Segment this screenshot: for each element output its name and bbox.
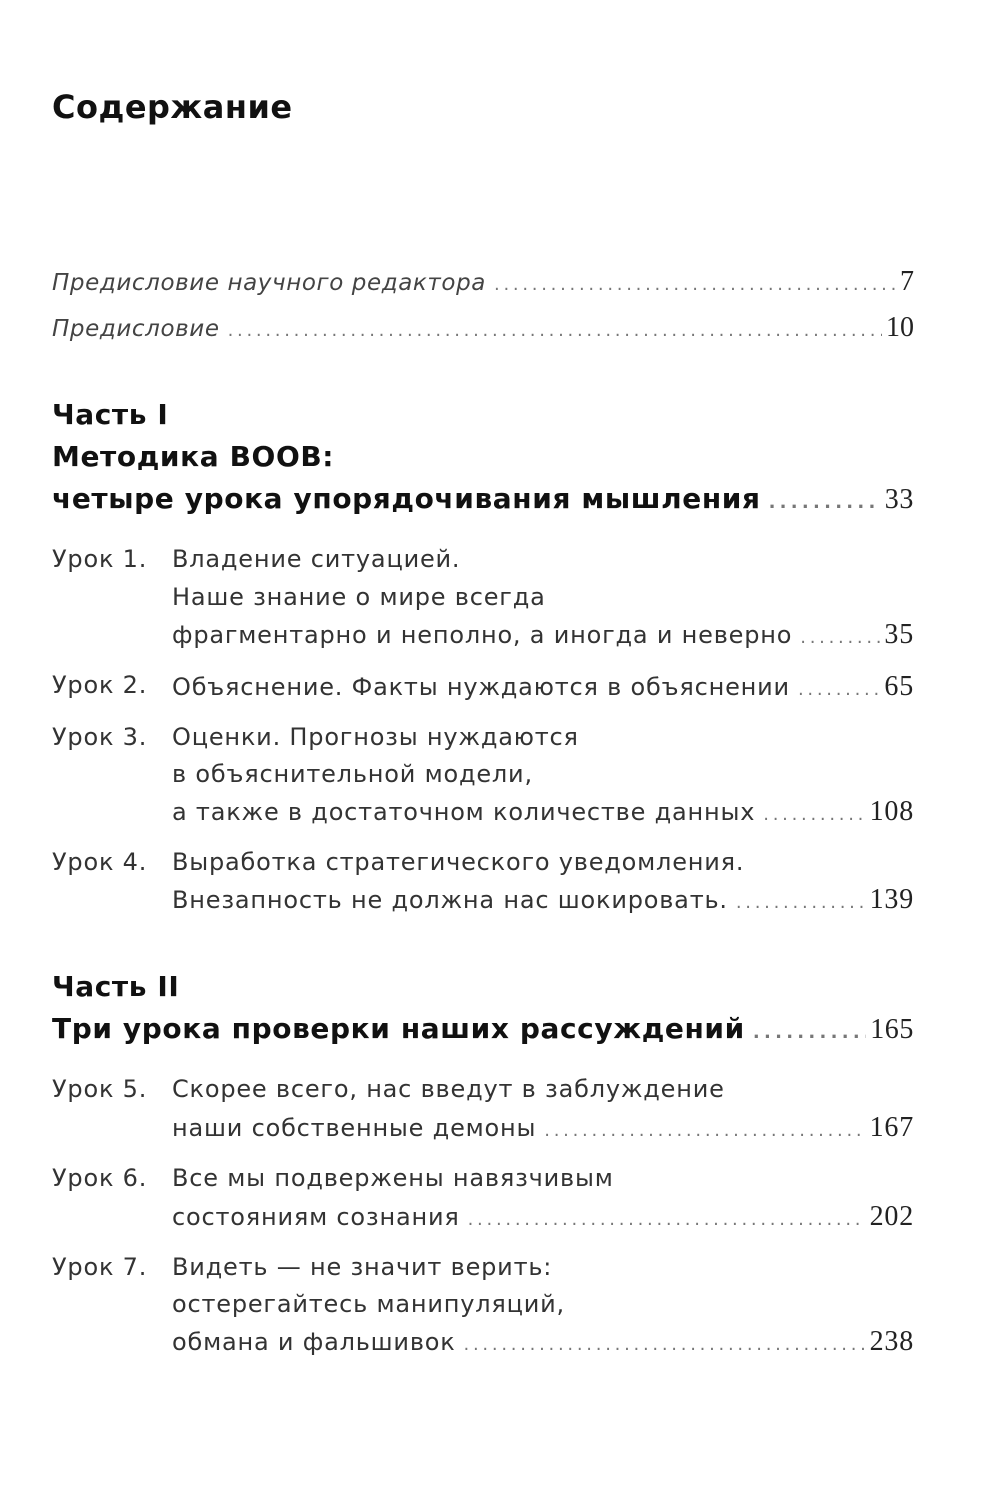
lesson-text-line: состояниям сознания	[172, 1203, 460, 1231]
lesson-text-line: остерегайтесь манипуляций,	[172, 1290, 565, 1318]
lesson-text-line: а также в достаточном количестве данных	[172, 798, 756, 826]
lesson-number: Урок 7.	[52, 1253, 148, 1281]
lesson-number: Урок 4.	[52, 848, 148, 876]
part1-subtitle: Методика ВООВ:	[52, 440, 335, 473]
toc-page-number: 65	[884, 671, 914, 702]
lesson-number: Урок 2.	[52, 671, 148, 699]
toc-entry-editor-preface[interactable]	[52, 266, 914, 298]
toc-entry-lesson-2[interactable]	[172, 671, 914, 703]
part1-subtitle2: четыре урока упорядочивания мышления	[52, 482, 761, 515]
toc-entry-preface[interactable]	[52, 312, 914, 344]
lesson-number: Урок 3.	[52, 723, 148, 751]
toc-page-number: 35	[884, 619, 914, 650]
toc-entry-part1[interactable]	[52, 482, 914, 516]
lesson-text-line: Скорее всего, нас введут в заблуждение	[172, 1075, 725, 1103]
dot-leader	[468, 1203, 866, 1231]
toc-page-number: 108	[869, 796, 914, 827]
part2-subtitle: Три урока проверки наших рассуждений	[52, 1012, 745, 1045]
lesson-text-line: в объяснительной модели,	[172, 760, 533, 788]
toc-entry-lesson-6[interactable]	[172, 1201, 914, 1233]
lesson-text-line: наши собственные демоны	[172, 1114, 537, 1142]
toc-page-number: 165	[870, 1014, 914, 1045]
toc-page-number: 238	[869, 1326, 914, 1357]
toc-entry-lesson-7[interactable]	[172, 1326, 914, 1358]
toc-entry-lesson-4[interactable]	[172, 884, 914, 916]
part2-heading: Часть II	[52, 970, 180, 1003]
toc-page-number: 202	[869, 1201, 914, 1232]
dot-leader	[753, 1012, 866, 1045]
toc-entry-part2[interactable]	[52, 1012, 914, 1046]
part1-heading: Часть I	[52, 398, 169, 431]
lesson-text-line: Все мы подвержены навязчивым	[172, 1164, 614, 1192]
dot-leader	[228, 320, 882, 341]
toc-page-number: 33	[884, 484, 914, 515]
lesson-text-line: Видеть — не значит верить:	[172, 1253, 553, 1281]
toc-entry-lesson-5[interactable]	[172, 1112, 914, 1144]
toc-entry-label: Предисловие	[52, 316, 220, 342]
page-title: Содержание	[52, 88, 293, 126]
lesson-text-line: Оценки. Прогнозы нуждаются	[172, 723, 579, 751]
lesson-text-line: Объяснение. Факты нуждаются в объяснении	[172, 673, 790, 701]
lesson-text-line: Наше знание о мире всегда	[172, 583, 546, 611]
lesson-text-line: обмана и фальшивок	[172, 1328, 456, 1356]
lesson-text-line: Владение ситуацией.	[172, 545, 461, 573]
dot-leader	[736, 886, 866, 914]
dot-leader	[763, 798, 865, 826]
lesson-text-line: Внезапность не должна нас шокировать.	[172, 886, 728, 914]
toc-page-number: 7	[900, 266, 914, 297]
dot-leader	[798, 673, 880, 701]
toc-page-number: 10	[886, 312, 914, 343]
lesson-number: Урок 1.	[52, 545, 148, 573]
toc-page-number: 139	[869, 884, 914, 915]
lesson-number: Урок 6.	[52, 1164, 148, 1192]
lesson-text-line: Выработка стратегического уведомления.	[172, 848, 745, 876]
lesson-text-line: фрагментарно и неполно, а иногда и неверно	[172, 621, 793, 649]
dot-leader	[464, 1328, 866, 1356]
toc-page-number: 167	[869, 1112, 914, 1143]
dot-leader	[544, 1114, 865, 1142]
dot-leader	[769, 482, 881, 515]
dot-leader	[800, 621, 880, 649]
toc-entry-lesson-1[interactable]	[172, 619, 914, 651]
dot-leader	[494, 274, 896, 295]
lesson-number: Урок 5.	[52, 1075, 148, 1103]
toc-entry-lesson-3[interactable]	[172, 796, 914, 828]
toc-entry-label: Предисловие научного редактора	[52, 270, 486, 296]
